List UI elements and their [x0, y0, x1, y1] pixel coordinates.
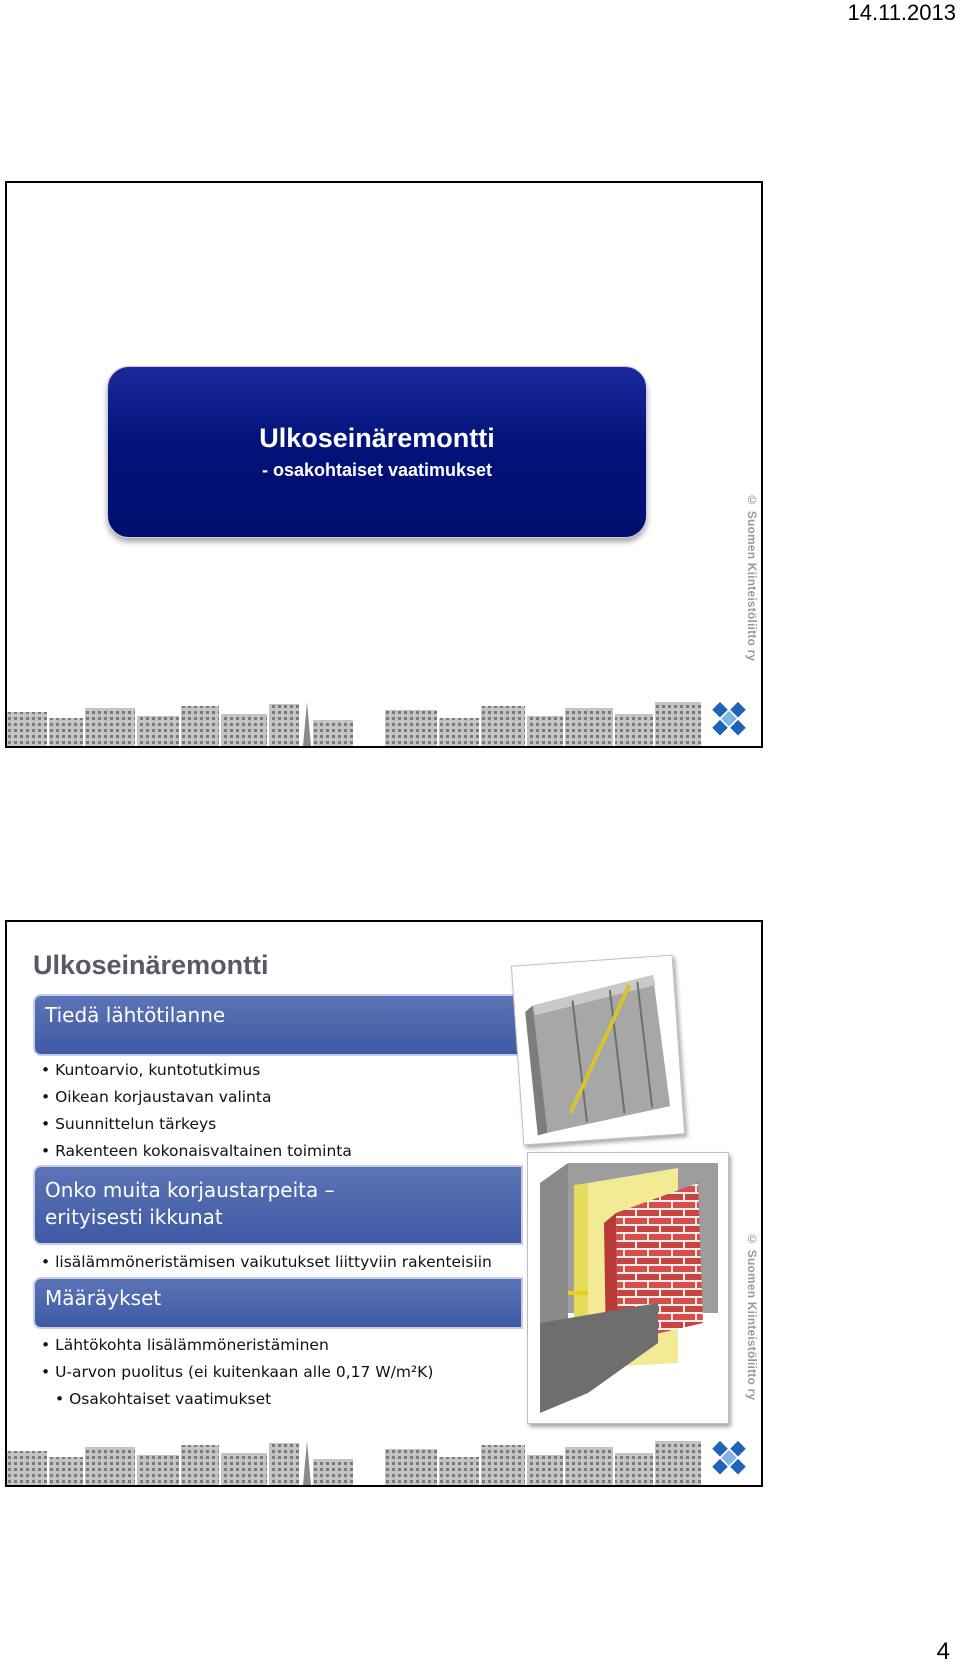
bullet-list-2 — [41, 1249, 492, 1276]
section-heading-korjaustarpeet — [33, 1165, 523, 1245]
city-skyline-footer — [7, 698, 761, 746]
heading-line: erityisesti ikkunat — [45, 1205, 223, 1229]
title-box — [107, 366, 647, 538]
kiinteistoliitto-logo — [707, 696, 755, 744]
kiinteistoliitto-logo — [707, 1435, 755, 1483]
wall-structure-photo — [511, 955, 685, 1146]
bullet-list-1 — [41, 1057, 352, 1165]
slide-title: Ulkoseinäremontti — [33, 950, 269, 980]
section-heading-lahtotilanne: Tiedä lähtötilanne — [33, 994, 523, 1056]
copyright-notice: © Suomen Kiinteistöliitto ry — [745, 1232, 759, 1401]
insulated-brick-wall-illustration — [528, 1153, 728, 1423]
slide-2 — [5, 920, 763, 1487]
section-heading-maaraykset: Määräykset — [33, 1277, 523, 1329]
list-item: • Lähtökohta lisälämmöneristäminen — [41, 1336, 329, 1354]
concrete-panel-illustration — [512, 956, 684, 1145]
slide-subtitle: - osakohtaiset vaatimukset — [261, 460, 493, 480]
list-item: • Kuntoarvio, kuntotutkimus — [41, 1061, 261, 1079]
insulation-brick-photo — [527, 1152, 729, 1424]
copyright-notice: © Suomen Kiinteistöliitto ry — [745, 493, 759, 662]
list-item: • lisälämmöneristämisen vaikutukset liittyviin rakenteisiin — [41, 1253, 492, 1271]
list-item: • Rakenteen kokonaisvaltainen toiminta — [41, 1142, 352, 1160]
list-item: • Suunnittelun tärkeys — [41, 1115, 217, 1133]
page-date: 14.11.2013 — [847, 0, 956, 25]
city-skyline-footer — [7, 1437, 761, 1485]
slide-1 — [5, 181, 763, 748]
bullet-list-3 — [41, 1332, 433, 1413]
list-item: • Oikean korjaustavan valinta — [41, 1088, 272, 1106]
list-item: • U-arvon puolitus (ei kuitenkaan alle 0,17 W/m²K) — [41, 1363, 434, 1381]
list-item: • Osakohtaiset vaatimukset — [55, 1390, 272, 1408]
heading-line: Onko muita korjaustarpeita – — [45, 1178, 335, 1202]
slide-title: Ulkoseinäremontti — [259, 423, 495, 453]
page-number: 4 — [936, 1638, 950, 1665]
